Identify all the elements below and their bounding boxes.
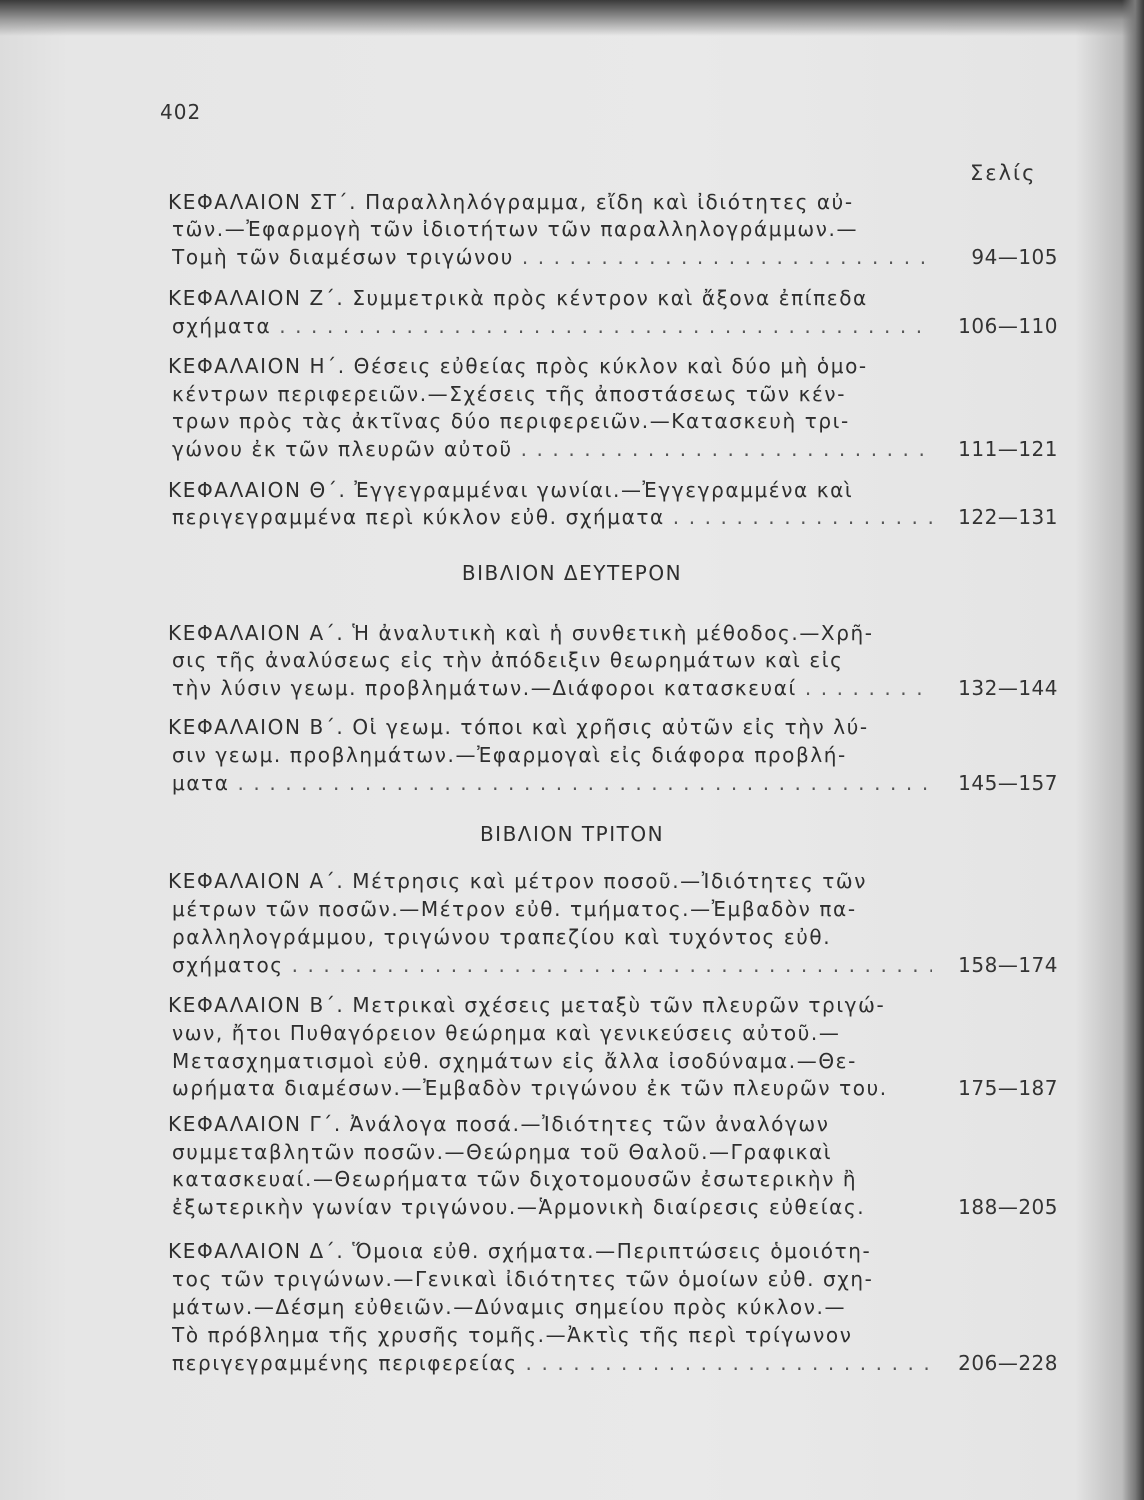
toc-entry-line: ΚΕΦΑΛΑΙΟΝ ΣΤ΄. Παραλληλόγραμμα, εἴδη καὶ ἰδιότητες αὐ-: [168, 190, 854, 214]
toc-entry-line: ραλληλογράμμου, τριγώνου τραπεζίου καὶ τυχόντος εὐθ.: [172, 925, 832, 949]
toc-entry-line: ΚΕΦΑΛΑΙΟΝ Β΄. Οἱ γεωμ. τόποι καὶ χρῆσις αὐτῶν εἰς τὴν λύ-: [168, 715, 869, 739]
toc-entry-line: ματα . . .: [172, 768, 932, 798]
toc-entry-line: ΚΕΦΑΛΑΙΟΝ Γ΄. Ἀνάλογα ποσά.—Ἰδιότητες τῶν ἀναλόγων: [168, 1112, 830, 1136]
section-heading: ΒΙΒΛΙΟΝ ΤΡΙΤΟΝ: [479, 822, 665, 846]
toc-entry-line: ωρήματα διαμέσων.—Ἐμβαδὸν τριγώνου ἐκ τῶν πλευρῶν του.: [172, 1076, 888, 1100]
toc-entry-line: γώνου ἐκ τῶν πλευρῶν αὐτοῦ . . .: [172, 434, 932, 464]
toc-entry-line: σχήματος . . .: [172, 950, 932, 980]
toc-entry-line: μάτων.—Δέσμη εὐθειῶν.—Δύναμις σημείου πρὸς κύκλον.—: [172, 1295, 847, 1319]
toc-entry-line: περιγεγραμμένης περιφερείας . . .: [172, 1348, 932, 1378]
toc-entry-line: ΚΕΦΑΛΑΙΟΝ Δ΄. Ὅμοια εὐθ. σχήματα.—Περιπτώσεις ὁμοιότη-: [168, 1239, 872, 1263]
toc-entry-pages: 94—105: [971, 245, 1058, 269]
toc-entry-pages: 158—174: [958, 953, 1058, 977]
toc-entry-line: μέτρων τῶν ποσῶν.—Μέτρον εὐθ. τμήματος.—Ἐμβαδὸν πα-: [172, 897, 857, 921]
toc-entry-line: τὴν λύσιν γεωμ. προβλημάτων.—Διάφοροι κατασκευαί . . .: [172, 673, 932, 703]
toc-entry-line: κέντρων περιφερειῶν.—Σχέσεις τῆς ἀποστάσεως τῶν κέν-: [172, 382, 847, 406]
toc-entry-pages: 132—144: [958, 676, 1058, 700]
toc-entry-pages: 106—110: [958, 314, 1058, 338]
toc-entry-line: τρων πρὸς τὰς ἀκτῖνας δύο περιφερειῶν.—Κατασκευὴ τρι-: [172, 409, 850, 433]
toc-entry-pages: 206—228: [958, 1351, 1058, 1375]
toc-entry-line: ΚΕΦΑΛΑΙΟΝ Α΄. Μέτρησις καὶ μέτρον ποσοῦ.—Ἰδιότητες τῶν: [168, 869, 868, 893]
toc-entry-line: σιν γεωμ. προβλημάτων.—Ἐφαρμογαὶ εἰς διάφορα προβλή-: [172, 743, 847, 767]
toc-entry-line: ΚΕΦΑΛΑΙΟΝ Η΄. Θέσεις εὐθείας πρὸς κύκλον καὶ δύο μὴ ὁμο-: [168, 354, 868, 378]
toc-entry-line: ΚΕΦΑΛΑΙΟΝ Β΄. Μετρικαὶ σχέσεις μεταξὺ τῶν πλευρῶν τριγώ-: [168, 993, 886, 1017]
toc-entry-line: νων, ἤτοι Πυθαγόρειον θεώρημα καὶ γενικεύσεις αὐτοῦ.—: [172, 1021, 841, 1045]
toc-entry-line: κατασκευαί.—Θεωρήματα τῶν διχοτομουσῶν ἐσωτερικὴν ἢ: [172, 1167, 858, 1191]
page-number: 402: [160, 100, 202, 124]
toc-entry-pages: 122—131: [958, 505, 1058, 529]
toc-entry-line: ΚΕΦΑΛΑΙΟΝ Α΄. Ἡ ἀναλυτικὴ καὶ ἡ συνθετικὴ μέθοδος.—Χρῆ-: [168, 621, 874, 645]
toc-entry-pages: 188—205: [958, 1195, 1058, 1219]
page-column-label: Σελίς: [970, 161, 1037, 185]
toc-entry-line: τος τῶν τριγώνων.—Γενικαὶ ἰδιότητες τῶν ὁμοίων εὐθ. σχη-: [172, 1267, 874, 1291]
toc-entry-pages: 145—157: [958, 771, 1058, 795]
toc-entry-line: Τὸ πρόβλημα τῆς χρυσῆς τομῆς.—Ἀκτὶς τῆς περὶ τρίγωνον: [172, 1323, 853, 1347]
toc-entry-pages: 175—187: [958, 1076, 1058, 1100]
toc-entry-line: ΚΕΦΑΛΑΙΟΝ Θ΄. Ἐγγεγραμμέναι γωνίαι.—Ἐγγεγραμμένα καὶ: [168, 478, 854, 502]
toc-entry-line: σχήματα . . .: [172, 311, 932, 341]
toc-entry-line: ΚΕΦΑΛΑΙΟΝ Ζ΄. Συμμετρικὰ πρὸς κέντρον καὶ ἄξονα ἐπίπεδα: [168, 286, 868, 310]
toc-entry-line: περιγεγραμμένα περὶ κύκλον εὐθ. σχήματα . . .: [172, 502, 932, 532]
toc-entry-line: σις τῆς ἀναλύσεως εἰς τὴν ἀπόδειξιν θεωρημάτων καὶ εἰς: [172, 648, 844, 672]
section-heading: ΒΙΒΛΙΟΝ ΔΕΥΤΕΡΟΝ: [461, 561, 683, 585]
toc-entry-line: ἐξωτερικὴν γωνίαν τριγώνου.—Ἁρμονικὴ διαίρεσις εὐθείας.: [172, 1195, 866, 1219]
toc-entry-line: Τομὴ τῶν διαμέσων τριγώνου . . .: [172, 242, 932, 272]
toc-entry-line: τῶν.—Ἐφαρμογὴ τῶν ἰδιοτήτων τῶν παραλληλογράμμων.—: [172, 217, 859, 241]
toc-entry-line: συμμεταβλητῶν ποσῶν.—Θεώρημα τοῦ Θαλοῦ.—Γραφικαὶ: [172, 1140, 833, 1164]
toc-entry-line: Μετασχηματισμοὶ εὐθ. σχημάτων εἰς ἄλλα ἰσοδύναμα.—Θε-: [172, 1049, 857, 1073]
toc-entry-pages: 111—121: [958, 437, 1058, 461]
